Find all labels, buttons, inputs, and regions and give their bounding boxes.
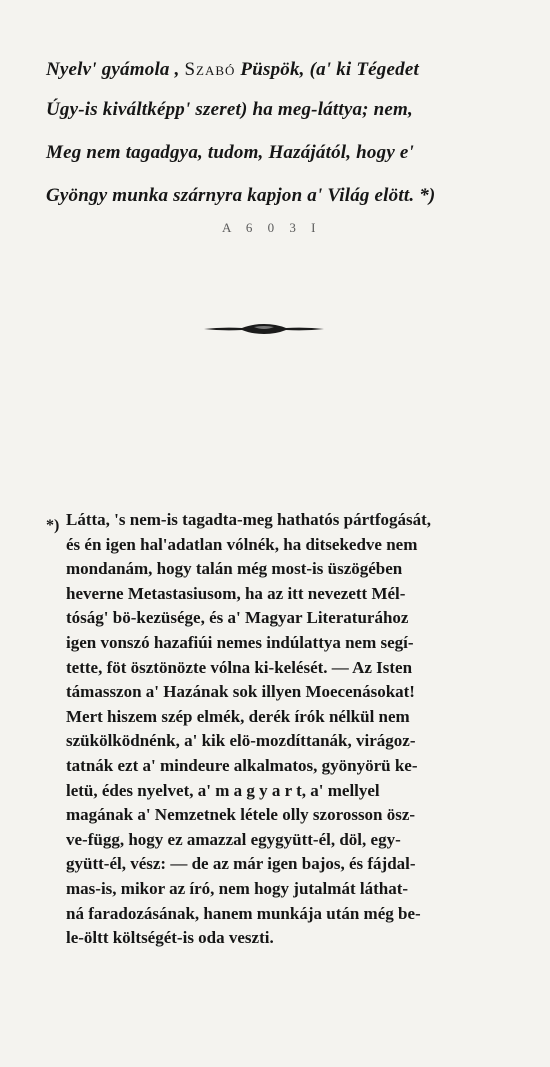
footnote-line: igen vonszó hazafiúi nemes indúlattya nem segí- (66, 632, 414, 652)
verse-author-name: Szabó (184, 59, 236, 80)
footnote-line: ná faradozásának, hanem munkája után még be- (66, 903, 421, 923)
verse-line-4: Gyöngy munka szárnyra kapjon a' Világ elött. *) (46, 185, 436, 206)
footnote-line: ve-függ, hogy ez amazzal egygyütt-él, döl, egy- (66, 829, 401, 849)
verse-line-1 (46, 58, 516, 82)
footnote-line: és én igen hal'adatlan vólnék, ha ditsekedve nem (66, 534, 418, 554)
footnote-line: Mert hiszem szép elmék, derék írók nélkül nem (66, 706, 410, 726)
page-mark: A 6 0 3 I (222, 220, 322, 235)
footnote-line: tatnák ezt a' mindeure alkalmatos, gyönyörü ke- (66, 755, 418, 775)
verse-line-2: Úgy-is kiváltképp' szeret) ha meg-láttya; nem, (46, 99, 413, 120)
verse-line-1-start: Nyelv' gyámola , (46, 59, 180, 80)
footnote-line: mas-is, mikor az író, nem hogy jutalmát láthat- (66, 878, 409, 898)
ornament-divider (202, 322, 326, 336)
footnote-text (66, 508, 518, 951)
footnote-line: tóság' bö-kezüsége, és a' Magyar Literaturához (66, 608, 409, 628)
footnote-line: heverne Metastasiusom, ha az itt nevezett Mél- (66, 583, 406, 603)
footnote-line: Látta, 's nem-is tagadta-meg hathatós pártfogását, (66, 510, 432, 529)
footnote-line: le-öltt költségét-is oda veszti. (66, 928, 274, 948)
footnote-line: támasszon a' Hazának sok illyen Moecenásokat! (66, 682, 415, 702)
footnote-line: letü, édes nyelvet, a' m a g y a r t, a' mellyel (66, 780, 380, 800)
verse-line-3: Meg nem tagadgya, tudom, Hazájától, hogy e' (46, 142, 415, 163)
footnote-line: tette, föt ösztönözte vólna ki-kelését. — Az Isten (66, 657, 413, 677)
footnote-line: mondanám, hogy talán még most-is üszögében (66, 559, 403, 579)
verse-line-1-end: Püspök, (a' ki Tégedet (240, 59, 419, 80)
footnote-line: gyütt-él, vész: — de az már igen bajos, és fájdal- (66, 854, 416, 874)
footnote-marker: *) (46, 517, 60, 534)
footnote-line: magának a' Nemzetnek létele olly szorosson ösz- (66, 805, 416, 825)
footnote-line: szükölködnénk, a' kik elö-mozdíttanák, virágoz- (66, 731, 416, 751)
